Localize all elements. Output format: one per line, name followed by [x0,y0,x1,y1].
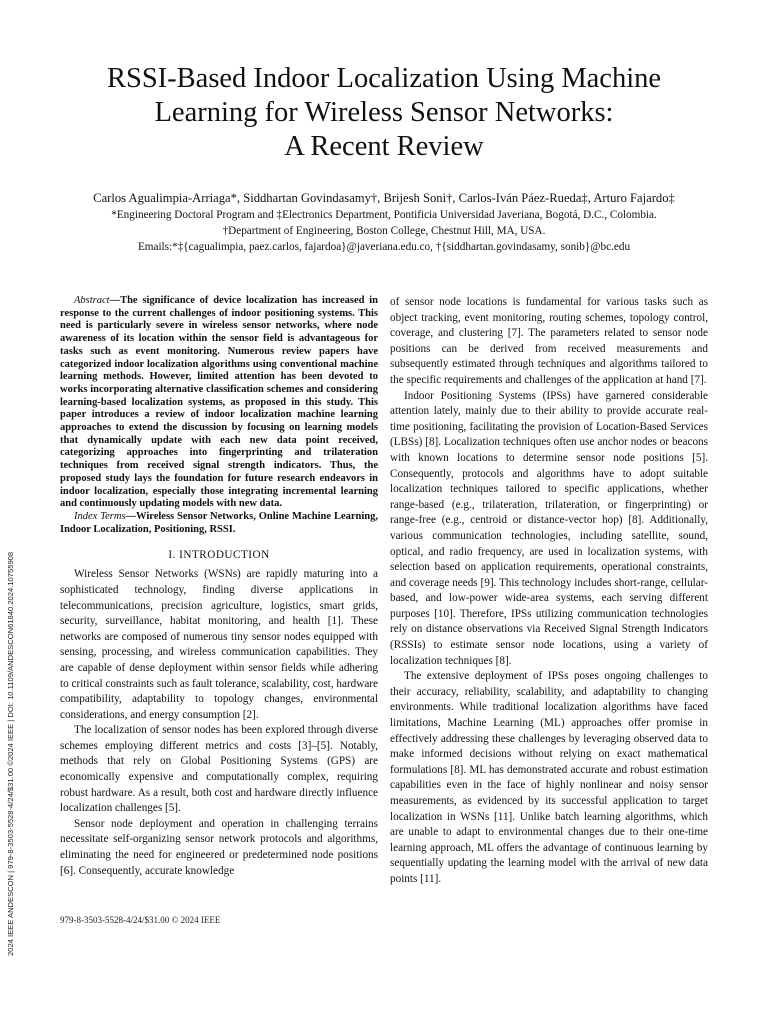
side-doi-text: 2024 IEEE ANDESCON | 979-8-3503-5528-4/24/$31.00 ©2024 IEEE | DOI: 10.1109/ANDESCON61840.2024.10755908 [6,551,15,956]
right-paragraph-3: The extensive deployment of IPSs poses ongoing challenges to their accuracy, reliability, scalability, and adaptability to changing environments. While traditional localization algorithms have faced limitations, Machine Learning (ML) approaches offer promise in effectively addressing these challenges by leveraging observed data to make informed decisions without relying on exact mathematical formulations [8]. ML has demonstrated accurate and robust estimation capabilities even in the face of highly nonlinear and noisy sensor measurements, as evidenced by its successful application to target localization in WSNs [11]. Unlike batch learning algorithms, which are unable to adapt to environmental changes due to their one-time learning approach, ML offers the advantage of continuous learning by sequentially updating the learning model with the arrival of new data points [11]. [390,670,708,885]
abstract-text: —The significance of device localization has increased in response to the current challenges of indoor positioning systems. This need is particularly severe in wireless sensor networks, where node awareness of its location within the sensor field is advantageous for tasks such as event monitoring. Numerous review papers have categorized indoor localization algorithms using conventional machine learning methods. However, limited attention has been devoted to works incorporating alternative classification schemes and considering learning-based localization systems, as proposed in this study. This paper introduces a review of indoor localization machine learning approaches to extend the discussion by focusing on learning models that dynamically update with each new data point received, categorizing approaches into fingerprinting and trilateration techniques from received signal strength indicators. Thus, the proposed study lays the foundation for future research endeavors in indoor localization, especially those integrating incremental learning and continuously updating models with new data. [60,295,378,510]
affiliation-line-2: †Department of Engineering, Boston College, Chestnut Hill, MA, USA. [222,225,546,237]
author-list: Carlos Agualimpia-Arriaga*, Siddhartan Govindasamy†, Brijesh Soni†, Carlos-Iván Páez-Rueda‡, Arturo Fajardo‡ [93,191,675,205]
right-paragraph-2: Indoor Positioning Systems (IPSs) have garnered considerable attention lately, mainly due to their ability to provide accurate real-time positioning, facilitating the provision of Location-Based Services (LBSs) [8]. Localization techniques often use anchor nodes or beacons with known locations to determine sensor node positions [5]. Consequently, protocols and algorithms have to adopt suitable localization techniques tailored to specific applications, whether range-based (e.g., trilateration, trilateration, or fingerprinting) or range-free (e.g., centroid or distance-vector hop) [8]. Additionally, various communication technologies, including satellite, sound, optical, and radio frequency, are used in localization systems, with selection based on application requirements, operational constraints, and coverage needs [9]. This technology includes short-range, cellular-based, and low-power wide-area systems, each serving different purposes [10]. Therefore, IPSs utilizing communication technologies rely on distance observations via Received Signal Strength Indicators (RSSIs) to estimate sensor node locations, using a variety of localization techniques [8]. [390,389,708,667]
intro-paragraph-2: The localization of sensor nodes has been explored through diverse schemes employing different metrics and costs [3]–[5]. Notably, methods that rely on Global Positioning Systems (GPS) are economically expensive and computationally complex, requiring robust hardware. As a result, both cost and hardware directly influence localization challenges [5]. [60,724,378,815]
index-terms-text: —Wireless Sensor Networks, Online Machine Learning, Indoor Localization, Positioning, RSSI. [60,510,378,535]
left-column [60,295,378,879]
intro-paragraph-1: Wireless Sensor Networks (WSNs) are rapidly maturing into a sophisticated technology, finding diverse applications in telecommunications, precision agriculture, logistics, smart grids, security, surveillance, habitat monitoring, and health [1]. These networks are composed of numerous tiny sensor nodes equipped with sensing, processing, and wireless communication capabilities. They are capable of dense deployment within sensor fields while adhering to critical constraints such as fault tolerance, scalability, cost, hardware compatibility, adaptability to topology changes, environmental considerations, and energy consumption [2]. [60,568,378,721]
title-line-1: RSSI-Based Indoor Localization Using Machine [106,63,662,94]
title-line-3: A Recent Review [284,131,484,162]
index-terms [60,511,378,536]
paper-title [60,62,708,164]
title-line-2: Learning for Wireless Sensor Networks: [154,97,614,128]
side-doi-strip [4,470,18,960]
affiliation-line-1: *Engineering Doctoral Program and ‡Electronics Department, Pontificia Universidad Javeriana, Bogotá, D.C., Colombia. [111,209,657,221]
right-column [390,295,708,888]
right-paragraph-1: of sensor node locations is fundamental for various tasks such as object tracking, event monitoring, routing schemes, topology control, coverage, and clustering [7]. The parameters related to sensor node positions can be derived from received measurements and subsequently estimated through techniques and algorithms tailored to the specific requirements and challenges of the application at hand [7]. [390,296,708,386]
index-terms-label: Index Terms [74,510,126,522]
abstract [60,295,378,511]
abstract-label: Abstract [74,295,110,306]
copyright-footer: 979-8-3503-5528-4/24/$31.00 © 2024 IEEE [60,915,221,925]
intro-paragraph-3: Sensor node deployment and operation in challenging terrains necessitate self-organizing sensor network protocols and algorithms, eliminating the need for engineered or predetermined node positions [6]. Consequently, accurate knowledge [60,817,378,877]
section-heading-introduction: I. INTRODUCTION [168,549,270,562]
affiliation-emails: Emails:*‡{cagualimpia, paez.carlos, fajardoa}@javeriana.edu.co, †{siddhartan.govindasamy, sonib}@bc.edu [137,241,631,253]
